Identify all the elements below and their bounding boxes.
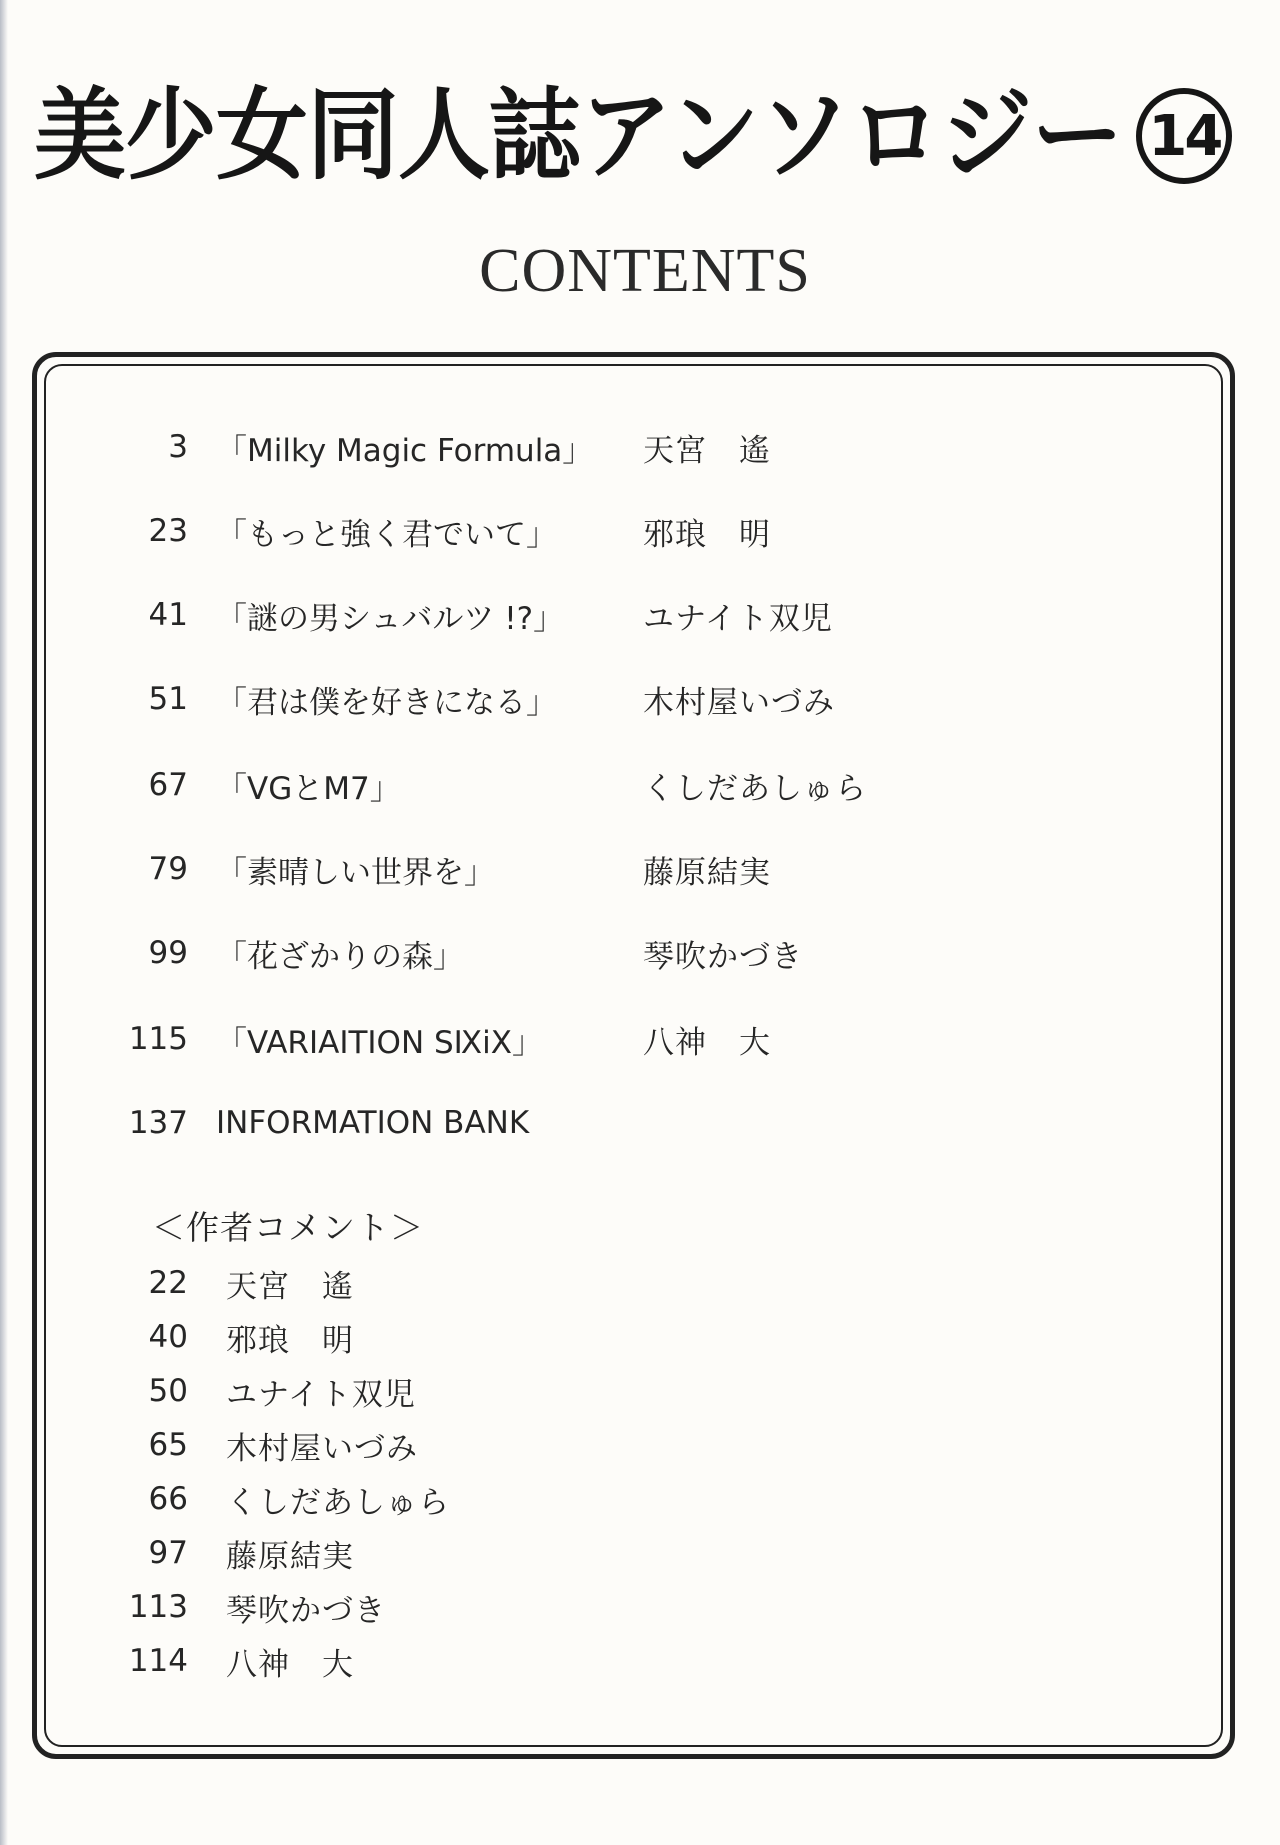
comment-page-number: 97 (148, 1535, 188, 1571)
toc-page-number: 137 (128, 1105, 188, 1141)
comment-row (0, 1531, 354, 1575)
comment-row (0, 1369, 416, 1413)
volume-number-circle: 14 (1136, 88, 1232, 184)
comment-author: 邪琅 明 (226, 1322, 354, 1359)
toc-story-title: 「VARIAITION SⅨiX」 (216, 1024, 543, 1061)
toc-author: 邪琅 明 (643, 516, 771, 553)
toc-page-number: 79 (148, 851, 188, 887)
toc-row (0, 592, 833, 638)
page-header (34, 77, 1232, 194)
toc-story-title: 「素晴しい世界を」 (216, 854, 495, 891)
toc-page-number: 115 (128, 1021, 188, 1057)
comment-row (0, 1315, 354, 1359)
comment-page-number: 66 (148, 1481, 188, 1517)
comment-row (0, 1639, 354, 1683)
toc-row (0, 424, 771, 470)
toc-page-number: 41 (148, 597, 188, 633)
comment-row (0, 1477, 450, 1521)
comment-author: 天宮 遙 (226, 1268, 354, 1305)
toc-author: 木村屋いづみ (643, 684, 835, 721)
toc-page-number: 3 (168, 429, 188, 465)
comment-row (0, 1585, 386, 1629)
comment-page-number: 65 (148, 1427, 188, 1463)
toc-story-title: INFORMATION BANK (216, 1105, 530, 1141)
toc-author: 天宮 遙 (643, 432, 771, 469)
contents-heading: CONTENTS (479, 237, 811, 305)
toc-page-number: 23 (148, 513, 188, 549)
comment-author: ユナイト双児 (226, 1376, 416, 1413)
toc-author: くしだあしゅら (643, 770, 867, 807)
toc-row (0, 930, 803, 976)
toc-author: 藤原結実 (643, 854, 771, 891)
toc-row (0, 1100, 530, 1146)
comment-author: 木村屋いづみ (226, 1430, 418, 1467)
toc-story-title: 「君は僕を好きになる」 (216, 684, 557, 721)
comment-page-number: 40 (148, 1319, 188, 1355)
toc-author: 琴吹かづき (643, 938, 803, 975)
toc-story-title: 「Milky Magic Formula」 (216, 432, 594, 469)
toc-page-number: 51 (148, 681, 188, 717)
author-comments-heading: ＜作者コメント＞ (152, 1208, 424, 1247)
toc-story-title: 「VGとM7」 (216, 770, 401, 807)
toc-page-number: 67 (148, 767, 188, 803)
comment-page-number: 22 (148, 1265, 188, 1301)
toc-row (0, 1016, 771, 1062)
toc-author: 八神 大 (643, 1024, 771, 1061)
comment-page-number: 114 (128, 1643, 188, 1679)
toc-row (0, 508, 771, 554)
toc-row (0, 762, 867, 808)
toc-story-title: 「もっと強く君でいて」 (216, 516, 557, 553)
toc-row (0, 676, 835, 722)
toc-story-title: 「謎の男シュバルツ !?」 (216, 600, 565, 637)
comment-author: くしだあしゅら (226, 1484, 450, 1521)
comment-page-number: 50 (148, 1373, 188, 1409)
comment-author: 琴吹かづき (226, 1592, 386, 1629)
toc-author: ユナイト双児 (643, 600, 833, 637)
toc-story-title: 「花ざかりの森」 (216, 938, 464, 975)
comment-page-number: 113 (128, 1589, 188, 1625)
comment-author: 八神 大 (226, 1646, 354, 1683)
toc-row (0, 846, 771, 892)
book-title: 美少女同人誌アンソロジー (34, 77, 1123, 194)
comment-row (0, 1423, 418, 1467)
comment-author: 藤原結実 (226, 1538, 354, 1575)
comment-row (0, 1261, 354, 1305)
toc-page-number: 99 (148, 935, 188, 971)
